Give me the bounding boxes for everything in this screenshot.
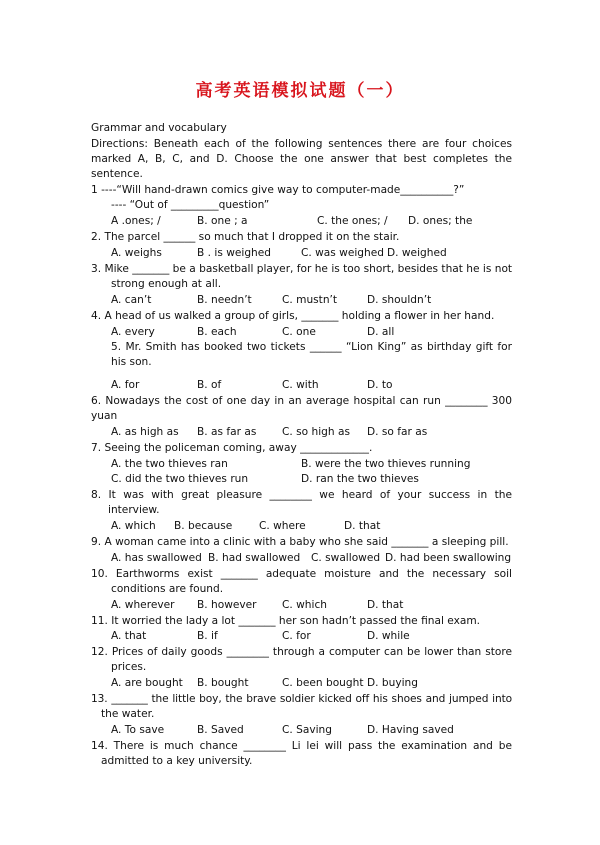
option-a[interactable]: A. which [111,520,156,532]
option-a[interactable]: A. To save [111,724,165,736]
question-11-text: 11. It worried the lady a lot _______ her son hadn’t passed the final exam. [91,615,481,627]
question-2-text: 2. The parcel ______ so much that I dropped it on the stair. [91,231,400,243]
question-5-text: his son. [111,356,152,368]
option-a[interactable]: A. has swallowed [111,552,202,564]
option-b[interactable]: B. needn’t [197,294,252,306]
option-d[interactable]: D. so far as [367,426,428,438]
option-b[interactable]: B. Saved [197,724,244,736]
option-b[interactable]: B. one ; a [197,215,248,227]
option-c[interactable]: C. Saving [282,724,332,736]
directions-line: Directions: Beneath each of the following sentences there are four choices [91,138,512,150]
question-6-text: 6. Nowadays the cost of one day in an average hospital can run ________ 300 [91,395,512,407]
question-14-text: 14. There is much chance ________ Li lei will pass the examination and be [91,740,512,752]
option-c[interactable]: C. where [259,520,306,532]
option-a[interactable]: A. every [111,326,155,338]
option-c[interactable]: C. for [282,630,311,642]
option-d[interactable]: D. weighed [387,247,447,259]
option-b[interactable]: B. had swallowed [208,552,301,564]
directions-line: sentence. [91,168,143,180]
question-12-text: 12. Prices of daily goods ________ through a computer can be lower than store [91,646,512,658]
option-a[interactable]: A. that [111,630,147,642]
option-a[interactable]: A. the two thieves ran [111,458,228,470]
question-5-text: 5. Mr. Smith has booked two tickets ______ “Lion King” as birthday gift for [111,341,512,353]
option-a[interactable]: A. can’t [111,294,152,306]
option-d[interactable]: D. had been swallowing [385,552,512,564]
option-d[interactable]: D. all [367,326,395,338]
option-b[interactable]: B. were the two thieves running [301,458,471,470]
option-a[interactable]: A. wherever [111,599,175,611]
option-c[interactable]: C. with [282,379,319,391]
exam-title: 高考英语模拟试题（一） [195,81,405,101]
question-1-text: ---- “Out of _________question” [111,199,270,211]
option-d[interactable]: D. shouldn’t [367,294,432,306]
option-d[interactable]: D. that [367,599,404,611]
option-a[interactable]: A. as high as [111,426,179,438]
option-c[interactable]: C. did the two thieves run [111,473,249,485]
question-3-text: 3. Mike _______ be a basketball player, for he is too short, besides that he is not [91,263,513,275]
question-13-text: the water. [101,708,155,720]
question-13-text: 13. _______ the little boy, the brave soldier kicked off his shoes and jumped into [91,693,512,705]
option-b[interactable]: B . is weighed [197,247,272,259]
question-10-text: 10. Earthworms exist _______ adequate moisture and the necessary soil [91,568,512,580]
option-d[interactable]: D. buying [367,677,418,689]
option-b[interactable]: B. however [197,599,257,611]
option-b[interactable]: B. as far as [197,426,257,438]
option-c[interactable]: C. the ones; / [317,215,388,227]
directions-line: marked A, B, C, and D. Choose the one answer that best completes the [91,153,512,165]
option-c[interactable]: C. swallowed [311,552,381,564]
option-b[interactable]: B. each [197,326,237,338]
option-c[interactable]: C. one [282,326,316,338]
option-a[interactable]: A .ones; / [111,215,161,227]
option-a[interactable]: A. for [111,379,140,391]
option-c[interactable]: C. so high as [282,426,350,438]
option-d[interactable]: D. ran the two thieves [301,473,419,485]
option-a[interactable]: A. are bought [111,677,183,689]
option-b[interactable]: B. if [197,630,218,642]
option-d[interactable]: D. that [344,520,381,532]
option-d[interactable]: D. to [367,379,393,391]
option-a[interactable]: A. weighs [111,247,162,259]
option-d[interactable]: D. while [367,630,410,642]
option-c[interactable]: C. been bought [282,677,364,689]
question-6-text: yuan [91,410,118,422]
question-1-text: 1 ----“Will hand-drawn comics give way to computer-made__________?” [91,184,465,196]
option-b[interactable]: B. bought [197,677,249,689]
option-d[interactable]: D. Having saved [367,724,454,736]
question-8-text: interview. [108,504,160,516]
option-c[interactable]: C. which [282,599,327,611]
question-3-text: strong enough at all. [111,278,222,290]
question-14-text: admitted to a key university. [101,755,253,767]
option-b[interactable]: B. of [197,379,222,391]
question-12-text: prices. [111,661,147,673]
question-7-text: 7. Seeing the policeman coming, away _____________. [91,442,373,454]
option-c[interactable]: C. mustn’t [282,294,338,306]
question-9-text: 9. A woman came into a clinic with a baby who she said _______ a sleeping pill. [91,536,509,548]
section-heading: Grammar and vocabulary [91,122,227,134]
option-b[interactable]: B. because [174,520,233,532]
question-4-text: 4. A head of us walked a group of girls, _______ holding a flower in her hand. [91,310,495,322]
option-c[interactable]: C. was weighed [301,247,384,259]
option-d[interactable]: D. ones; the [408,215,473,227]
question-10-text: conditions are found. [111,583,224,595]
question-8-text: 8. It was with great pleasure ________ we heard of your success in the [91,489,512,501]
